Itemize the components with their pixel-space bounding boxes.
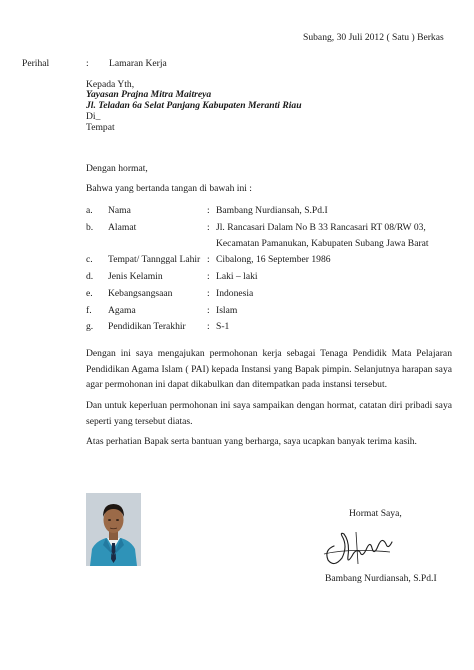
detail-value-continued: Kecamatan Pamanukan, Kabupaten Subang Jawa Barat (216, 238, 429, 249)
detail-letter: c. (86, 254, 93, 265)
detail-value: Jl. Rancasari Dalam No B 33 Rancasari RT 08/RW 03, (216, 222, 426, 233)
recipient-di: Di_ (86, 111, 101, 122)
applicant-portrait-image (86, 493, 141, 566)
detail-letter: b. (86, 222, 94, 233)
detail-label: Nama (108, 205, 131, 216)
greeting: Dengan hormat, (86, 163, 148, 174)
detail-letter: a. (86, 205, 93, 216)
detail-label: Tempat/ Tannggal Lahir (108, 254, 201, 265)
detail-value: Bambang Nurdiansah, S.Pd.I (216, 205, 328, 216)
detail-value: Cibalong, 16 September 1986 (216, 254, 331, 265)
body-paragraph: Dengan ini saya mengajukan permohonan kerja sebagai Tenaga Pendidik Mata Pelajaran Pendidikan Agama Islam ( PAI) kepada Instansi yang Bapak pimpin. Selanjutnya harapan saya agar permohonan ini dapat dikabulkan dan ditempatkan pada instansi tersebut. (86, 348, 452, 391)
detail-letter: e. (86, 288, 93, 299)
detail-letter: d. (86, 271, 94, 282)
detail-row-nationality (0, 288, 474, 300)
recipient-address: Jl. Teladan 6a Selat Panjang Kabupaten Meranti Riau (86, 100, 302, 111)
detail-colon: : (207, 288, 210, 299)
detail-letter: f. (86, 305, 92, 316)
subject-value: Lamaran Kerja (109, 58, 167, 69)
detail-colon: : (207, 254, 210, 265)
closing-salutation: Hormat Saya, (349, 508, 402, 519)
signatory-name: Bambang Nurdiansah, S.Pd.I (325, 573, 437, 584)
detail-row-address-continued (0, 238, 474, 250)
detail-row-birth (0, 254, 474, 266)
detail-row-religion (0, 305, 474, 317)
subject-colon: : (86, 58, 89, 69)
intro-text: Bahwa yang bertanda tangan di bawah ini : (86, 183, 252, 194)
detail-colon: : (207, 321, 210, 332)
detail-row-gender (0, 271, 474, 283)
letter-date (303, 32, 444, 44)
detail-colon: : (207, 271, 210, 282)
detail-colon: : (207, 222, 210, 233)
detail-value: Islam (216, 305, 238, 316)
detail-colon: : (207, 305, 210, 316)
detail-row-address (0, 222, 474, 234)
detail-label: Pendidikan Terakhir (108, 321, 186, 332)
detail-row-name (0, 205, 474, 217)
attachment-count: ( Satu ) Berkas (386, 32, 444, 43)
signature-image (320, 522, 398, 570)
recipient-place: Tempat (86, 122, 115, 133)
detail-letter: g. (86, 321, 94, 332)
recipient-salutation: Kepada Yth, (86, 79, 135, 90)
detail-colon: : (207, 205, 210, 216)
body-paragraph: Dan untuk keperluan permohonan ini saya sampaikan dengan hormat, catatan diri pribadi saya seperti yang tersebut diatas. (86, 400, 452, 427)
detail-label: Agama (108, 305, 136, 316)
detail-row-education (0, 321, 474, 333)
detail-label: Alamat (108, 222, 137, 233)
detail-value: Indonesia (216, 288, 254, 299)
detail-label: Jenis Kelamin (108, 271, 163, 282)
date-place: Subang, 30 Juli 2012 (303, 32, 385, 43)
detail-value: S-1 (216, 321, 230, 332)
recipient-organization: Yayasan Prajna Mitra Maitreya (86, 89, 212, 100)
applicant-photo (86, 493, 141, 566)
body-paragraph: Atas perhatian Bapak serta bantuan yang berharga, saya ucapkan banyak terima kasih. (86, 436, 417, 447)
detail-value: Laki – laki (216, 271, 258, 282)
detail-label: Kebangsangsaan (108, 288, 173, 299)
subject-label: Perihal (22, 58, 50, 69)
